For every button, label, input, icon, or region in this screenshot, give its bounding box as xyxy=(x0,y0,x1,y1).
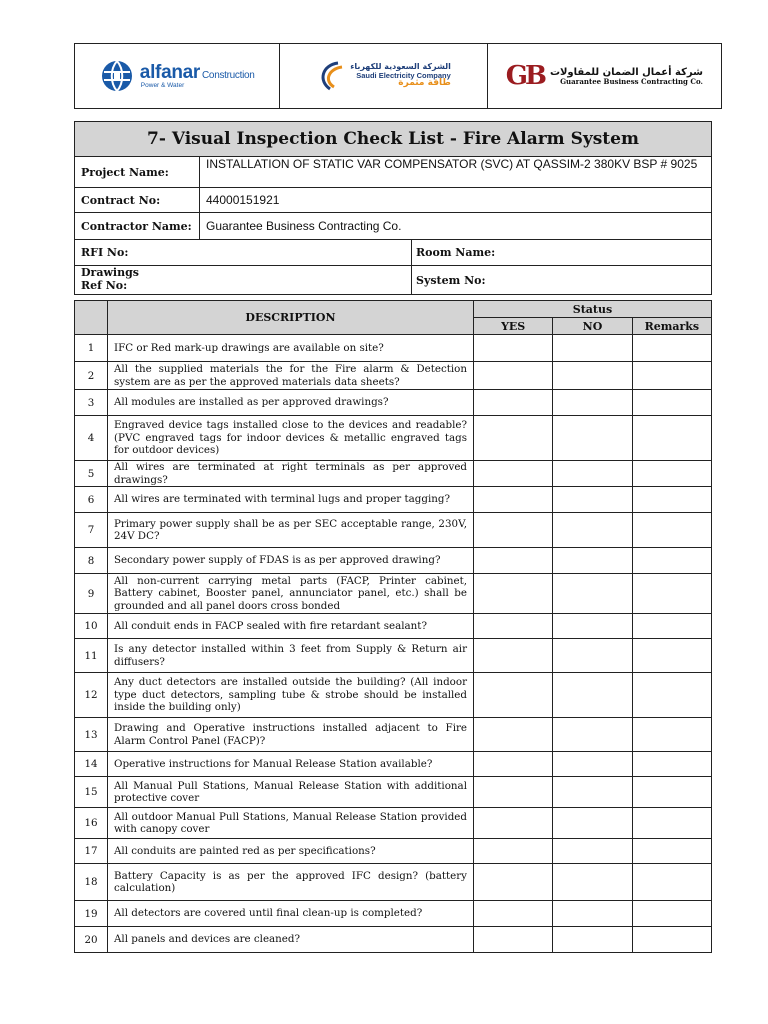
table-row xyxy=(75,335,712,362)
yes-cell[interactable] xyxy=(474,673,553,718)
row-number: 7 xyxy=(75,513,108,548)
row-description: All wires are terminated at right terminals as per approved drawings? xyxy=(108,461,474,487)
row-number: 15 xyxy=(75,777,108,808)
yes-cell[interactable] xyxy=(474,777,553,808)
yes-cell[interactable] xyxy=(474,416,553,461)
no-cell[interactable] xyxy=(553,839,632,864)
contract-value[interactable]: 44000151921 xyxy=(206,192,280,207)
remarks-cell[interactable] xyxy=(632,901,711,927)
no-cell[interactable] xyxy=(553,513,632,548)
drawings-ref-value[interactable] xyxy=(200,266,411,294)
alfanar-name: alfanar xyxy=(139,61,201,83)
table-row xyxy=(75,487,712,513)
alfanar-logo-cell xyxy=(75,44,280,108)
remarks-cell[interactable] xyxy=(632,808,711,839)
row-description: All the supplied materials the for the Fire alarm & Detection system are as per the approved materials data sheets? xyxy=(108,362,474,390)
number-header xyxy=(75,301,108,335)
row-description: All conduits are painted red as per specifications? xyxy=(108,839,474,864)
table-row xyxy=(75,901,712,927)
yes-cell[interactable] xyxy=(474,487,553,513)
row-description: All conduit ends in FACP sealed with fire retardant sealant? xyxy=(108,614,474,639)
contractor-value[interactable]: Guarantee Business Contracting Co. xyxy=(206,218,402,233)
no-cell[interactable] xyxy=(553,614,632,639)
rfi-label: RFI No: xyxy=(81,246,129,259)
row-description: All panels and devices are cleaned? xyxy=(108,927,474,953)
no-cell[interactable] xyxy=(553,901,632,927)
gbc-arabic-name: شركة أعمال الضمان للمقاولات xyxy=(549,66,703,78)
no-cell[interactable] xyxy=(553,673,632,718)
remarks-cell[interactable] xyxy=(632,639,711,673)
row-number: 10 xyxy=(75,614,108,639)
row-number: 14 xyxy=(75,752,108,777)
alfanar-tagline: Power & Water xyxy=(140,81,185,89)
row-number: 5 xyxy=(75,461,108,487)
row-description: Primary power supply shall be as per SEC acceptable range, 230V, 24V DC? xyxy=(108,513,474,548)
row-number: 6 xyxy=(75,487,108,513)
row-description: All detectors are covered until final clean-up is completed? xyxy=(108,901,474,927)
row-description: Any duct detectors are installed outside the building? (All indoor type duct detectors, sampling tube & strobe should be installed inside the building only) xyxy=(108,673,474,718)
room-name-label: Room Name: xyxy=(416,246,496,259)
no-header: NO xyxy=(553,318,632,335)
contract-row xyxy=(75,188,711,213)
no-cell[interactable] xyxy=(553,639,632,673)
table-row xyxy=(75,927,712,953)
row-description: Secondary power supply of FDAS is as per approved drawing? xyxy=(108,548,474,574)
yes-cell[interactable] xyxy=(474,335,553,362)
checklist-table xyxy=(74,300,712,953)
row-description: All modules are installed as per approved drawings? xyxy=(108,390,474,416)
table-row xyxy=(75,548,712,574)
remarks-cell[interactable] xyxy=(632,673,711,718)
table-row xyxy=(75,461,712,487)
remarks-cell[interactable] xyxy=(632,362,711,390)
remarks-cell[interactable] xyxy=(632,718,711,752)
table-row xyxy=(75,839,712,864)
row-number: 3 xyxy=(75,390,108,416)
table-row xyxy=(75,390,712,416)
description-header: DESCRIPTION xyxy=(108,301,474,335)
remarks-header: Remarks xyxy=(632,318,711,335)
yes-cell[interactable] xyxy=(474,574,553,614)
sec-arabic-slogan: طاقة مثمرة xyxy=(398,78,451,89)
alfanar-logo xyxy=(100,59,255,93)
yes-cell[interactable] xyxy=(474,639,553,673)
remarks-cell[interactable] xyxy=(632,864,711,901)
table-row xyxy=(75,673,712,718)
table-row xyxy=(75,574,712,614)
contractor-label: Contractor Name: xyxy=(75,213,200,239)
yes-cell[interactable] xyxy=(474,839,553,864)
row-description: Engraved device tags installed close to the devices and readable? (PVC engraved tags for indoor devices & metallic engraved tags for outdoor devices) xyxy=(108,416,474,461)
table-row xyxy=(75,614,712,639)
project-name-value[interactable]: INSTALLATION OF STATIC VAR COMPENSATOR (SVC) AT QASSIM-2 380KV BSP # 9025 xyxy=(206,157,698,171)
row-number: 17 xyxy=(75,839,108,864)
sec-logo-cell xyxy=(280,44,487,108)
remarks-cell[interactable] xyxy=(632,614,711,639)
rfi-value[interactable] xyxy=(200,240,411,265)
row-description: IFC or Red mark-up drawings are available on site? xyxy=(108,335,474,362)
table-row xyxy=(75,777,712,808)
row-number: 8 xyxy=(75,548,108,574)
row-description: All wires are terminated with terminal lugs and proper tagging? xyxy=(108,487,474,513)
no-cell[interactable] xyxy=(553,752,632,777)
table-row xyxy=(75,718,712,752)
row-description: Battery Capacity is as per the approved IFC design? (battery calculation) xyxy=(108,864,474,901)
row-description: Drawing and Operative instructions installed adjacent to Fire Alarm Control Panel (FACP)? xyxy=(108,718,474,752)
remarks-cell[interactable] xyxy=(632,777,711,808)
gbc-english-name: Guarantee Business Contracting Co. xyxy=(560,76,703,86)
sec-arabic-name: الشركة السعودية للكهرباء xyxy=(350,62,451,72)
row-number: 2 xyxy=(75,362,108,390)
row-description: All outdoor Manual Pull Stations, Manual Release Station provided with canopy cover xyxy=(108,808,474,839)
no-cell[interactable] xyxy=(553,416,632,461)
row-number: 4 xyxy=(75,416,108,461)
no-cell[interactable] xyxy=(553,864,632,901)
drawings-label-line1: Drawings xyxy=(81,266,139,280)
yes-cell[interactable] xyxy=(474,548,553,574)
table-row xyxy=(75,416,712,461)
row-number: 19 xyxy=(75,901,108,927)
logo-header xyxy=(74,43,722,109)
no-cell[interactable] xyxy=(553,574,632,614)
row-number: 16 xyxy=(75,808,108,839)
alfanar-globe-icon xyxy=(100,59,134,93)
row-number: 1 xyxy=(75,335,108,362)
gbc-mark: GB xyxy=(505,61,544,91)
row-description: Operative instructions for Manual Release Station available? xyxy=(108,752,474,777)
sec-english-name: Saudi Electricity Company xyxy=(356,70,451,80)
no-cell[interactable] xyxy=(553,548,632,574)
row-description: All Manual Pull Stations, Manual Release Station with additional protective cover xyxy=(108,777,474,808)
yes-cell[interactable] xyxy=(474,390,553,416)
remarks-cell[interactable] xyxy=(632,461,711,487)
row-number: 20 xyxy=(75,927,108,953)
yes-cell[interactable] xyxy=(474,927,553,953)
no-cell[interactable] xyxy=(553,927,632,953)
yes-cell[interactable] xyxy=(474,461,553,487)
row-description: Is any detector installed within 3 feet from Supply & Return air diffusers? xyxy=(108,639,474,673)
yes-cell[interactable] xyxy=(474,808,553,839)
yes-cell[interactable] xyxy=(474,901,553,927)
remarks-cell[interactable] xyxy=(632,548,711,574)
remarks-cell[interactable] xyxy=(632,574,711,614)
remarks-cell[interactable] xyxy=(632,390,711,416)
yes-cell[interactable] xyxy=(474,614,553,639)
table-row xyxy=(75,513,712,548)
yes-cell[interactable] xyxy=(474,718,553,752)
gbc-logo-cell xyxy=(488,44,721,108)
table-row xyxy=(75,864,712,901)
system-no-label: System No: xyxy=(416,273,486,287)
status-header: Status xyxy=(474,301,712,318)
table-row xyxy=(75,362,712,390)
remarks-cell[interactable] xyxy=(632,839,711,864)
yes-cell[interactable] xyxy=(474,752,553,777)
drawings-label-line2: Ref No: xyxy=(81,279,128,292)
contractor-row xyxy=(75,213,711,240)
project-name-label: Project Name: xyxy=(75,157,200,187)
remarks-cell[interactable] xyxy=(632,487,711,513)
system-no-value[interactable] xyxy=(537,266,711,294)
drawings-system-row xyxy=(75,266,711,294)
yes-header: YES xyxy=(474,318,553,335)
row-description: All non-current carrying metal parts (FACP, Printer cabinet, Battery cabinet, Booster panel, annunciator panel, etc.) shall be grounded and all panel doors cross bonded xyxy=(108,574,474,614)
yes-cell[interactable] xyxy=(474,362,553,390)
no-cell[interactable] xyxy=(553,777,632,808)
no-cell[interactable] xyxy=(553,461,632,487)
sec-logo xyxy=(316,59,451,93)
checklist-title: 7- Visual Inspection Check List - Fire Alarm System xyxy=(75,122,711,157)
table-row xyxy=(75,752,712,777)
yes-cell[interactable] xyxy=(474,513,553,548)
no-cell[interactable] xyxy=(553,362,632,390)
project-info-form xyxy=(74,121,712,295)
row-number: 18 xyxy=(75,864,108,901)
sec-swoosh-icon xyxy=(316,59,346,93)
alfanar-division: Construction xyxy=(202,69,255,81)
yes-cell[interactable] xyxy=(474,864,553,901)
no-cell[interactable] xyxy=(553,808,632,839)
contract-label: Contract No: xyxy=(75,188,200,212)
gbc-logo xyxy=(506,61,703,91)
no-cell[interactable] xyxy=(553,390,632,416)
remarks-cell[interactable] xyxy=(632,335,711,362)
remarks-cell[interactable] xyxy=(632,927,711,953)
remarks-cell[interactable] xyxy=(632,513,711,548)
row-number: 13 xyxy=(75,718,108,752)
row-number: 11 xyxy=(75,639,108,673)
no-cell[interactable] xyxy=(553,718,632,752)
table-row xyxy=(75,808,712,839)
remarks-cell[interactable] xyxy=(632,416,711,461)
rfi-room-row xyxy=(75,240,711,266)
remarks-cell[interactable] xyxy=(632,752,711,777)
project-name-row xyxy=(75,157,711,188)
no-cell[interactable] xyxy=(553,487,632,513)
row-number: 9 xyxy=(75,574,108,614)
drawings-ref-label xyxy=(75,266,200,294)
table-row xyxy=(75,639,712,673)
row-number: 12 xyxy=(75,673,108,718)
room-name-value[interactable] xyxy=(537,240,711,265)
no-cell[interactable] xyxy=(553,335,632,362)
